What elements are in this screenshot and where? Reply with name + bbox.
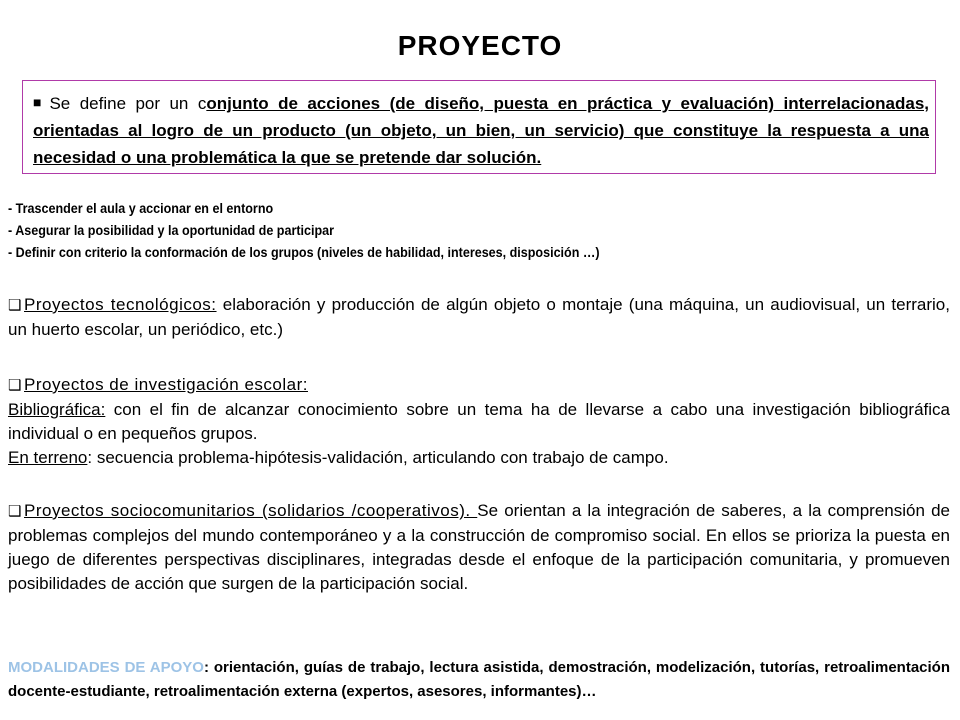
modalidades-text: : orientación, guías de trabajo, lectura asistida, demostración, modelización, tutorías, retroalimentación docente-estudiante, retroalimentación externa (expertos, asesores, informantes)… (8, 659, 950, 700)
section-investigacion (8, 373, 950, 470)
checkbox-bullet-icon: ❑ (8, 503, 22, 520)
terreno-text: : secuencia problema-hipótesis-validación, articulando con trabajo de campo. (87, 448, 669, 467)
section-socio (8, 499, 950, 596)
checkbox-bullet-icon: ❑ (8, 297, 22, 314)
square-bullet-icon: ■ (33, 94, 42, 110)
list-item: - Trascender el aula y accionar en el entorno (8, 201, 274, 216)
section-heading: Proyectos tecnológicos: (24, 295, 217, 314)
points-list (8, 198, 882, 264)
biblio-text: con el fin de alcanzar conocimiento sobre un tema ha de llevarse a cabo una investigación bibliográfica individual o en pequeños grupos. (8, 400, 950, 443)
definition-box (22, 80, 936, 174)
terreno-label: En terreno (8, 448, 88, 467)
page-title: PROYECTO (397, 30, 563, 61)
biblio-label: Bibliográfica: (8, 400, 106, 419)
list-item: - Asegurar la posibilidad y la oportunidad de participar (8, 223, 335, 238)
section-tecnologicos (8, 293, 950, 342)
section-text: elaboración y producción de algún objeto o montaje (una máquina, un audiovisual, un terrario, un huerto escolar, un periódico, etc.) (8, 295, 950, 339)
checkbox-bullet-icon: ❑ (8, 377, 22, 394)
definition-underlined: onjunto de acciones (de diseño, puesta en práctica y evaluación) interrelacionadas, orientadas al logro de un producto (un objeto, un bien, un servicio) que constituye la respuesta a una necesidad o una problemática la que se pretende dar solución. (33, 94, 929, 167)
list-item: - Definir con criterio la conformación de los grupos (niveles de habilidad, intereses, disposición …) (8, 245, 600, 260)
section-heading: Proyectos de investigación escolar: (24, 375, 308, 394)
modalidades-label: MODALIDADES DE APOYO (8, 659, 204, 676)
modalidades (8, 656, 950, 704)
section-heading: Proyectos sociocomunitarios (solidarios /cooperativos). (24, 501, 478, 520)
definition-prefix: Se define por un c (49, 94, 207, 113)
section-text: Se orientan a la integración de saberes, a la comprensión de problemas complejos del mundo contemporáneo y a la construcción de compromiso social. En ellos se prioriza la puesta en juego de diferentes perspectivas disciplinares, integradas desde el enfoque de la participación comunitaria, y promueven posibilidades de acción que surgen de la participación social. (8, 501, 950, 593)
